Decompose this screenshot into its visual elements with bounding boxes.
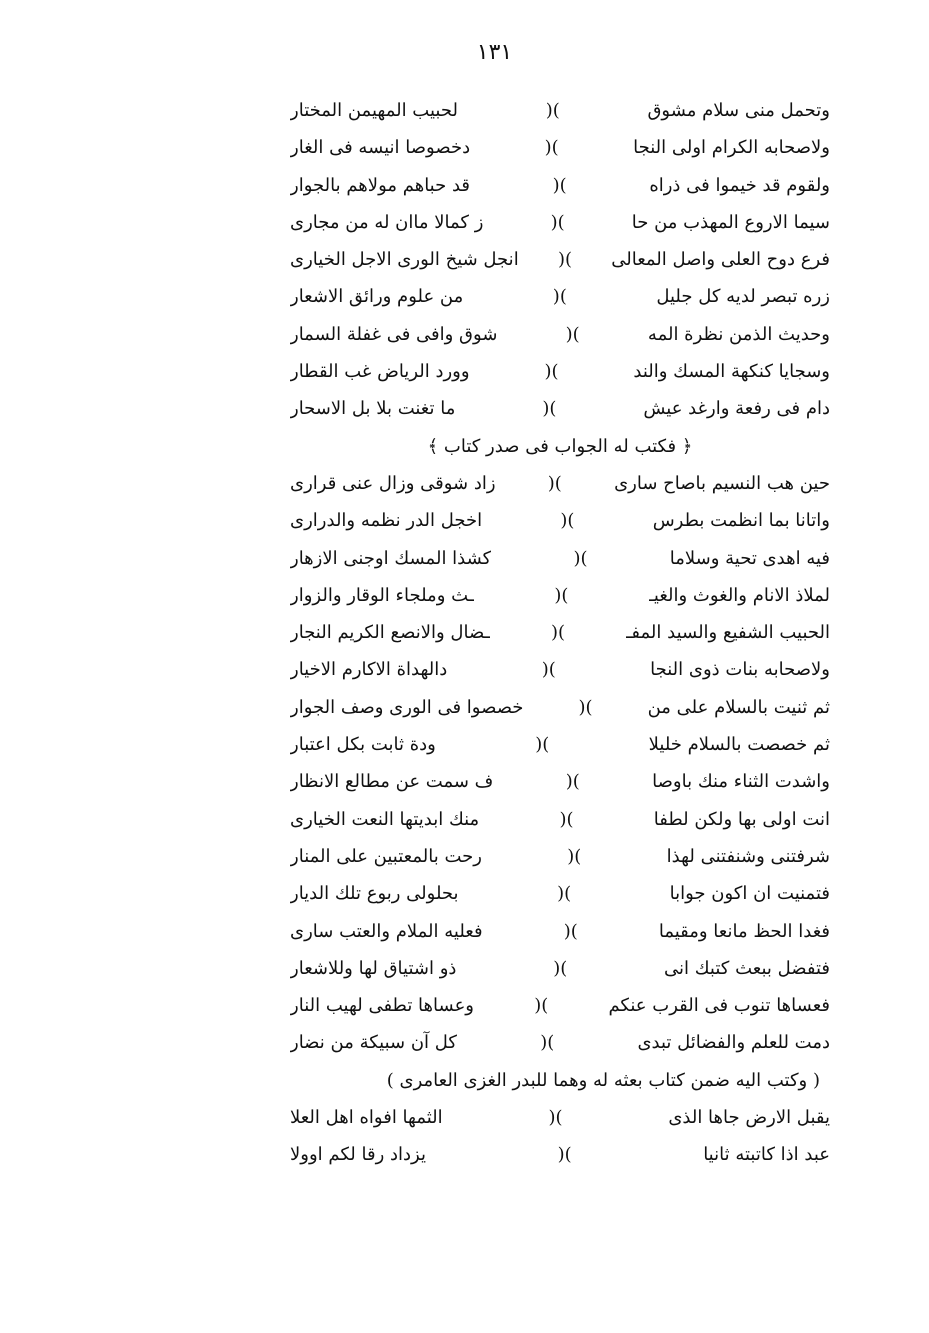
verse-second-hemistich: وعساها تطفى لهيب النار [290,995,474,1017]
verse-line [290,316,830,353]
verse-line [290,801,830,838]
verse-first-hemistich: ثم خصصت بالسلام خليلا [648,734,830,756]
verse-first-hemistich: وتحمل منى سلام مشوق [647,100,830,121]
verse-second-hemistich: وورد الرياض غب القطار [290,361,470,383]
verse-second-hemistich: من علوم ورائق الاشعار [290,286,464,308]
verse-second-hemistich: ودة ثابت بكل اعتبار [290,734,436,756]
verse-line [290,204,830,241]
verse-line [290,129,830,166]
verse-line [290,763,830,800]
verse-second-hemistich: اخجل الدر نظمه والدرارى [290,510,483,532]
verse-first-hemistich: فتمنيت ان اكون جوابا [669,883,830,905]
verse-first-hemistich: عبد اذا كاتبته ثانيا [703,1144,830,1166]
verse-line [290,465,830,502]
verse-second-hemistich: فعليه الملام والعتب سارى [290,920,483,942]
verse-first-hemistich: ولاصحابه بنات ذوى النجا [650,659,830,681]
verse-second-hemistich: منك ابديتها النعت الخيارى [290,808,480,830]
verse-separator: )( [578,696,593,718]
verse-separator: )( [540,1032,555,1054]
verse-separator: )( [550,211,565,233]
verse-first-hemistich: شرفتنى وشنفتنى لهذا [666,845,830,867]
verse-line [290,614,830,651]
verse-separator: )( [557,883,572,905]
verse-line [290,577,830,614]
verse-first-hemistich: ولاصحابه الكرام اولى النجا [633,137,830,159]
verse-first-hemistich: واشدت الثناء منك باوصا [652,771,830,793]
poem-group-2 [290,465,830,1062]
verse-second-hemistich: ـضال والانصع الكريم النجار [290,622,490,644]
verse-second-hemistich: كشذا المسك اوجنى الازهار [290,547,492,569]
verse-first-hemistich: وسجايا كنكهة المسك والند [633,361,830,383]
verse-line [290,278,830,315]
verse-first-hemistich: لملاذ الانام والغوث والغيـ [648,584,830,606]
verse-separator: )( [559,808,574,830]
verse-line [290,651,830,688]
verse-first-hemistich: فغدا الحظ مانعا ومقيما [658,920,830,942]
verse-second-hemistich: قد حباهم مولاهم بالجوار [290,174,471,196]
verse-separator: )( [553,957,568,979]
verse-separator: )( [560,510,575,532]
verse-second-hemistich: دالهداة الاكارم الاخيار [290,659,448,681]
verse-first-hemistich: يقبل الارض جاها الذى [668,1107,830,1129]
verse-second-hemistich: شوق وافى فى غفلة السمار [290,323,498,345]
verse-line [290,241,830,278]
verse-separator: )( [557,1144,572,1166]
verse-first-hemistich: فعساها تنوب فى القرب عنكم [608,995,830,1017]
verse-second-hemistich: خصصوا فى الورى وصف الجوار [290,696,524,718]
verse-separator: )( [565,323,580,345]
verse-second-hemistich: بحلولى ربوع تلك الديار [290,883,459,905]
verse-separator: )( [567,845,582,867]
verse-first-hemistich: سيما الاروع المهذب من حا [631,211,830,233]
verse-line [290,726,830,763]
verse-second-hemistich: ما تغنت بلا بل الاسحار [290,398,456,420]
verse-second-hemistich: ذو اشتياق لها وللاشعار [290,957,457,979]
verse-separator: )( [544,137,559,159]
verse-line [290,987,830,1024]
verse-first-hemistich: واتانا بما انظمت بطرس [652,510,830,532]
verse-line [290,502,830,539]
verse-line [290,1024,830,1061]
verse-separator: )( [550,622,566,644]
verse-separator: )( [565,771,580,793]
verse-line [290,950,830,987]
verse-first-hemistich: وحديث الذمن نظرة المه [647,323,830,345]
poem-group-1 [290,92,830,428]
verse-first-hemistich: انت اولى بها ولكن لطفا [653,808,830,830]
verse-second-hemistich: ز كمالا ماان له من مجارى [290,211,484,233]
verse-first-hemistich: زره تبصر لديه كل جليل [656,286,830,308]
verse-second-hemistich: كل آن سبيكة من نضار [290,1032,457,1054]
verse-first-hemistich: فيه اهدى تحية وسلاما [669,547,830,569]
verse-line [290,1136,830,1173]
verse-second-hemistich: ـث وملجاء الوقار والزوار [290,584,475,606]
section-heading: ﴿ فكتب له الجواب فى صدر كتاب ﴾ [427,435,693,457]
verse-separator: )( [573,547,588,569]
verse-first-hemistich: فرع دوح العلى واصل المعالى [611,249,830,271]
verse-separator: )( [554,584,569,606]
verse-second-hemistich: لحبيب المهيمن المختار [290,100,458,121]
verse-separator: )( [552,286,567,308]
verse-separator: )( [544,361,559,383]
verse-separator: )( [552,174,567,196]
verse-first-hemistich: ثم ثنيت بالسلام على من [647,696,830,718]
verse-separator: )( [534,995,549,1017]
verse-first-hemistich: حين هب النسيم باصاح سارى [614,472,830,494]
verse-first-hemistich: فتفضل ببعث كتبك انى [664,957,830,979]
verse-second-hemistich: رحت بالمعتبين على المنار [290,845,482,867]
verse-first-hemistich: دمت للعلم والفضائل تبدى [637,1032,830,1054]
poem-group-3 [290,1099,830,1174]
verse-line [290,689,830,726]
verse-separator: )( [547,472,562,494]
verse-second-hemistich: انجل شيخ الورى الاجل الخيارى [290,249,519,271]
verse-separator: )( [545,100,560,121]
verse-separator: )( [548,1107,563,1129]
verse-second-hemistich: دخصوصا انيسه فى الغار [290,137,471,159]
section-heading-2: ( وكتب اليه ضمن كتاب بعثه له وهما للبدر الغزى العامرى ) [386,1069,820,1091]
verse-first-hemistich: الحبيب الشفيع والسيد المفـ [626,622,830,644]
verse-second-hemistich: زاد شوقى وزال عنى قرارى [290,472,496,494]
verse-second-hemistich: الثمها افواه اهل العلا [290,1107,443,1129]
verse-line [290,1099,830,1136]
page-number: ١٣١ [476,40,513,65]
verse-second-hemistich: ف سمت عن مطالع الانظار [290,771,494,793]
verse-line [290,92,830,129]
verse-line [290,913,830,950]
verse-separator: )( [541,659,556,681]
verse-line [290,540,830,577]
verse-first-hemistich: ولقوم قد خيموا فى ذراه [649,174,830,196]
verse-separator: )( [542,398,557,420]
poem-body [290,92,830,1174]
verse-separator: )( [563,920,578,942]
verse-second-hemistich: يزداد رقا لكم اوولا [290,1144,426,1166]
verse-line [290,875,830,912]
verse-line [290,353,830,390]
verse-separator: )( [535,734,550,756]
verse-line [290,838,830,875]
verse-first-hemistich: دام فى رفعة وارغد عيش [643,398,830,420]
verse-separator: )( [557,249,572,271]
verse-line [290,167,830,204]
verse-line [290,390,830,427]
